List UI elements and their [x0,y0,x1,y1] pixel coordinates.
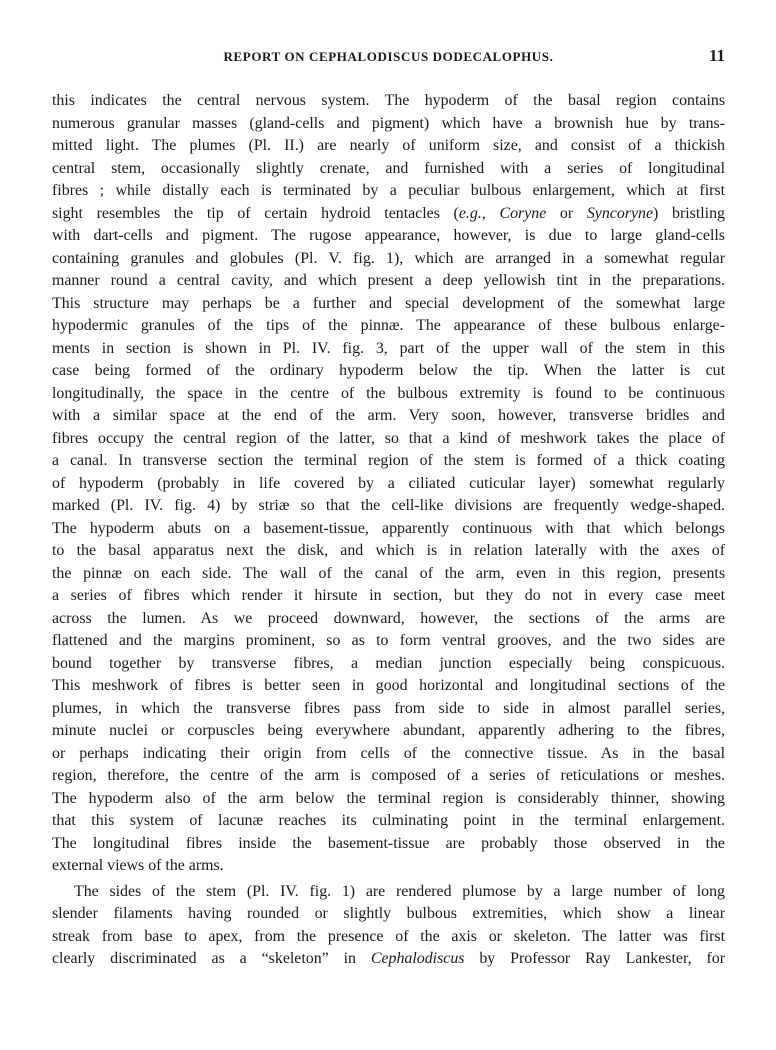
text-line: central stem, occasionally slightly crenate, and furnished with a series of longitudinal [52,159,725,177]
text-line: numerous granular masses (gland-cells and pigment) which have a brownish hue by trans- [52,114,725,132]
page-number: 11 [708,46,725,65]
text-line: the pinnæ on each side. The wall of the canal of the arm, even in this region, presents [52,564,725,582]
text-line: This structure may perhaps be a further and special development of the somewhat large [52,294,725,312]
text-line: clearly discriminated as a “skeleton” in Cephalodiscus by Professor Ray Lankester, for [52,950,725,967]
italic-term: Cephalodiscus [370,950,465,967]
italic-term: Syncoryne [586,204,654,222]
text-line: containing granules and globules (Pl. V. fig. 1), which are arranged in a somewhat regular [52,249,725,267]
text-line: This meshwork of fibres is better seen in good horizontal and longitudinal sections of the [52,677,725,694]
text-line: The sides of the stem (Pl. IV. fig. 1) are rendered plumose by a large number of long [74,882,725,900]
text-line: flattened and the margins prominent, so as to form ventral grooves, and the two sides are [52,632,725,649]
text-line: The hypoderm also of the arm below the terminal region is considerably thinner, showing [52,789,725,807]
text-line: sight resembles the tip of certain hydroid tentacles (e.g., Coryne or Syncoryne) bristling [52,204,725,222]
body-text [52,90,725,971]
text-line: streak from base to apex, from the presence of the axis or skeleton. The latter was first [52,927,725,945]
text-line: mitted light. The plumes (Pl. II.) are nearly of uniform size, and consist of a thickish [52,137,725,154]
text-line: fibres occupy the central region of the latter, so that a kind of meshwork takes the place of [52,429,725,447]
paragraph-2 [52,881,725,971]
text-line: longitudinally, the space in the centre of the bulbous extremity is found to be continuous [52,384,725,402]
text-line: marked (Pl. IV. fig. 4) by striæ so that the cell-like divisions are frequently wedge-shaped. [52,497,725,514]
text-line: minute nuclei or corpuscles being everywhere abundant, apparently adhering to the fibres, [52,722,725,739]
text-line: slender filaments having rounded or slightly bulbous extremities, which show a linear [52,905,725,922]
page [52,44,725,971]
text-line: case being formed of the ordinary hypoderm below the tip. When the latter is cut [52,362,725,379]
text-line: a series of fibres which render it hirsute in section, but they do not in every case meet [52,587,725,604]
text-line: with dart-cells and pigment. The rugose appearance, however, is due to large gland-cells [52,227,725,244]
text-line: fibres ; while distally each is terminated by a peculiar bulbous enlargement, which at first [52,182,725,199]
italic-term: e.g. [458,204,482,222]
text-line: ments in section is shown in Pl. IV. fig. 3, part of the upper wall of the stem in this [52,339,725,357]
text-line: The hypoderm abuts on a basement-tissue, apparently continuous with that which belongs [52,519,725,537]
running-header [52,44,725,72]
text-line: that this system of lacunæ reaches its culminating point in the terminal enlargement. [52,812,725,829]
text-line: hypodermic granules of the tips of the pinnæ. The appearance of these bulbous enlarge- [52,317,725,334]
text-line: bound together by transverse fibres, a median junction especially being conspicuous. [52,654,725,672]
italic-term: Coryne [499,204,547,222]
text-line: plumes, in which the transverse fibres pass from side to side in almost parallel series, [52,699,725,717]
text-line: manner round a central cavity, and which present a deep yellowish tint in the preparations. [52,272,725,289]
text-line: this indicates the central nervous system. The hypoderm of the basal region contains [52,92,725,109]
text-line: or perhaps indicating their origin from cells of the connective tissue. As in the basal [52,744,725,762]
text-line: to the basal apparatus next the disk, and which is in relation laterally with the axes of [52,542,725,559]
text-line: of hypoderm (probably in life covered by a ciliated cuticular layer) somewhat regularly [52,474,725,492]
text-line: The longitudinal fibres inside the basement-tissue are probably those observed in the [52,834,725,852]
text-line: external views of the arms. [52,857,224,874]
paragraph-1 [52,90,725,878]
text-line: across the lumen. As we proceed downward, however, the sections of the arms are [52,609,725,627]
text-line: with a similar space at the end of the arm. Very soon, however, transverse bridles and [52,407,725,424]
text-line: region, therefore, the centre of the arm is composed of a series of reticulations or meshes. [52,767,725,784]
running-title: REPORT ON CEPHALODISCUS DODECALOPHUS. [223,49,554,64]
text-line: a canal. In transverse section the terminal region of the stem is formed of a thick coating [52,452,725,469]
